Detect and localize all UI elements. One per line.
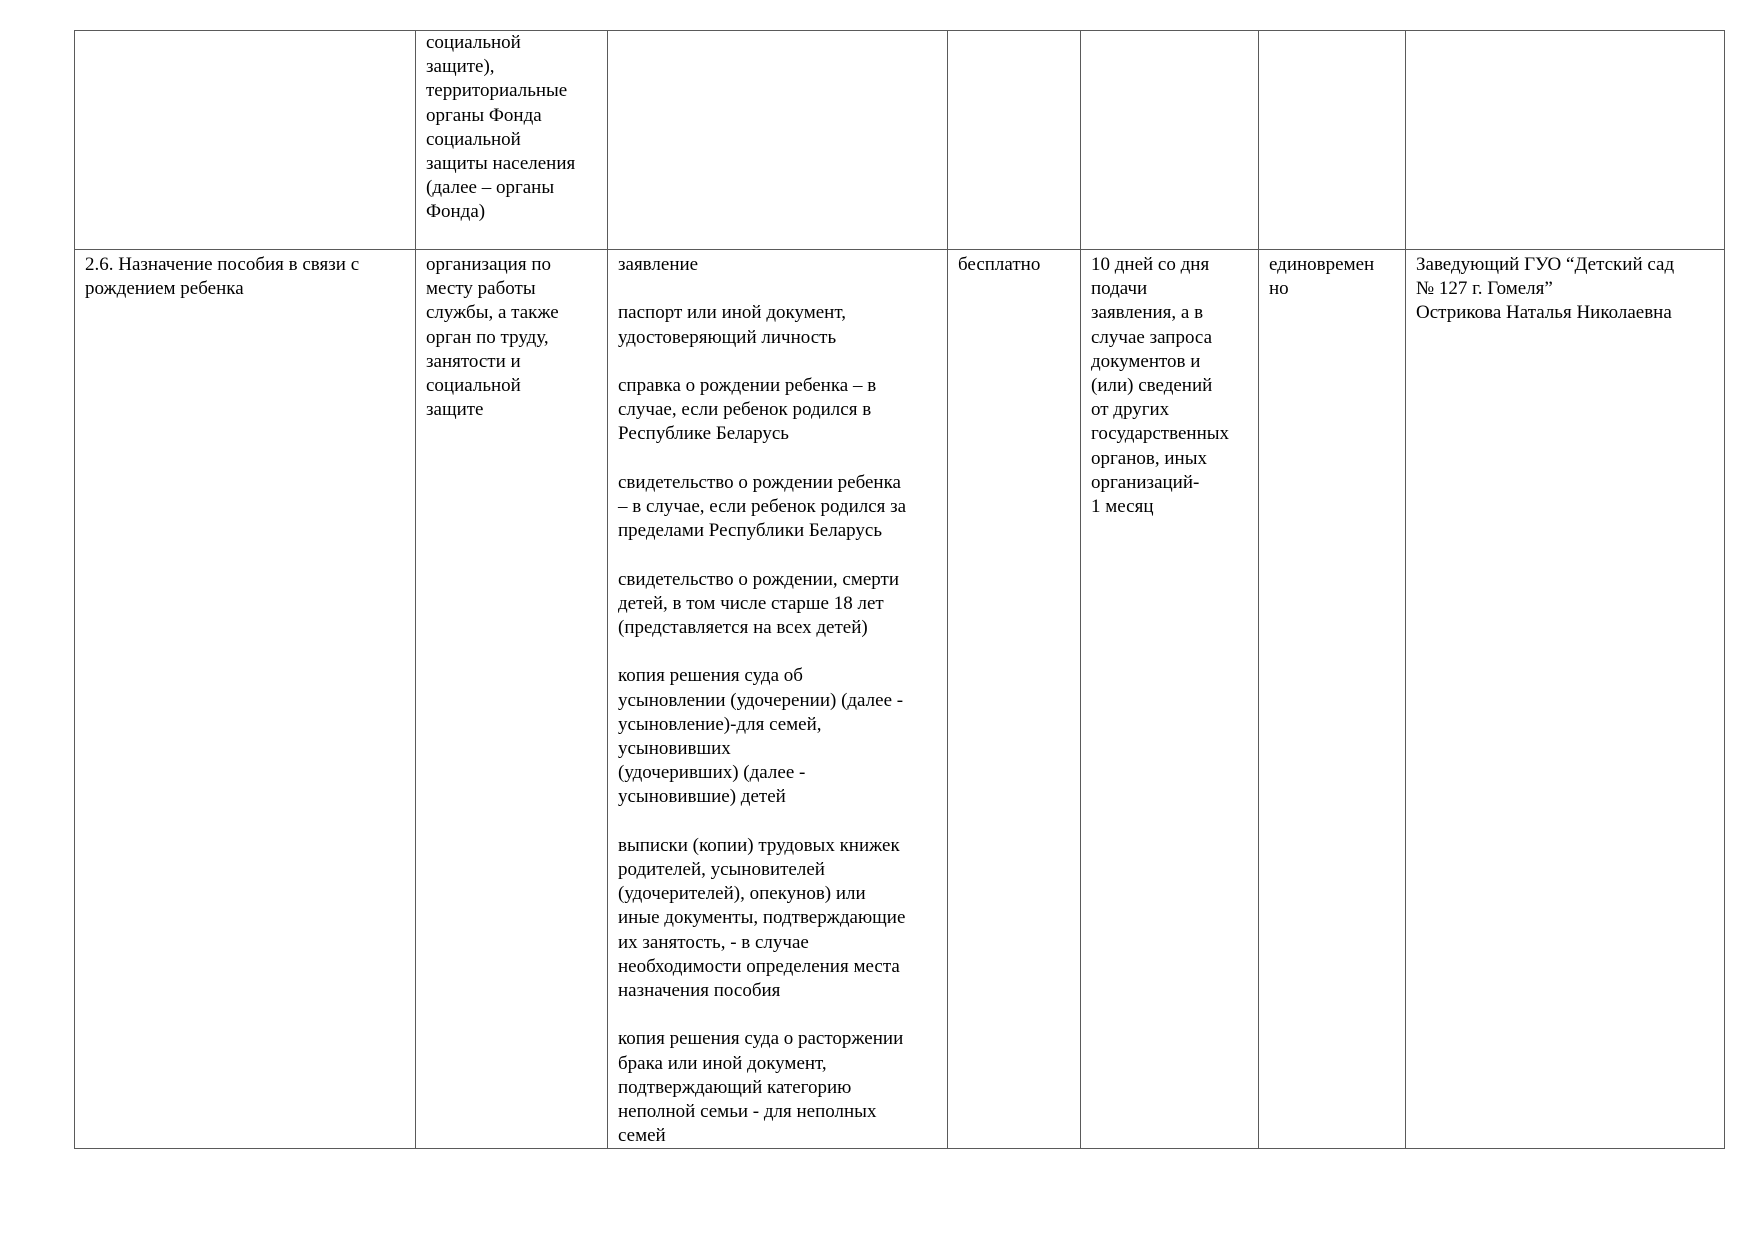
document-line: – в случае, если ребенок родился за xyxy=(618,495,907,517)
term-line: органов, иных xyxy=(1091,447,1207,469)
organization-line: защите), xyxy=(426,56,495,78)
document-line: выписки (копии) трудовых книжек xyxy=(618,834,900,856)
validity-cell xyxy=(1259,250,1406,1149)
responsible-line: Острикова Наталья Николаевна xyxy=(1416,302,1672,324)
responsible-line: № 127 г. Гомеля” xyxy=(1416,278,1553,300)
organization-line: социальной xyxy=(426,32,521,53)
organization-cell-continued xyxy=(416,31,608,250)
procedures-table xyxy=(74,30,1725,1149)
document-line: (удочеривших) (далее - xyxy=(618,762,806,784)
organization-line: органы Фонда xyxy=(426,104,542,126)
document-line: семей xyxy=(618,1125,666,1147)
table-row-2-6 xyxy=(75,250,1725,1149)
document-line: (представляется на всех детей) xyxy=(618,616,868,638)
document-line: усыновление)-для семей, xyxy=(618,713,822,735)
responsible-line: Заведующий ГУО “Детский сад xyxy=(1416,254,1675,275)
organization-line: службы, а также xyxy=(426,302,559,324)
document-line: неполной семьи - для неполных xyxy=(618,1101,877,1122)
procedure-title-line: 2.6. Назначение пособия в связи с xyxy=(85,254,360,275)
organization-line: орган по труду, xyxy=(426,326,549,348)
document-line: копия решения суда об xyxy=(618,665,803,687)
document-line: усыновлении (удочерении) (далее - xyxy=(618,689,904,711)
term-cell xyxy=(1081,250,1259,1149)
document-line: свидетельство о рождении ребенка xyxy=(618,471,901,493)
document-line: детей, в том числе старше 18 лет xyxy=(618,592,884,614)
document-line: необходимости определения места xyxy=(618,955,900,977)
document-item-employment-records xyxy=(618,834,937,1003)
document-line: назначения пособия xyxy=(618,980,781,1001)
validity-line: но xyxy=(1269,278,1289,300)
document-line: подтверждающий категорию xyxy=(618,1076,852,1098)
term-line: 1 месяц xyxy=(1091,496,1154,518)
document-line: иные документы, подтверждающие xyxy=(618,907,906,929)
documents-cell xyxy=(608,250,948,1149)
term-line: (или) сведений xyxy=(1091,375,1213,397)
document-line: Республике Беларусь xyxy=(618,423,789,445)
document-line: случае, если ребенок родился в xyxy=(618,399,872,421)
organization-line: месту работы xyxy=(426,278,536,300)
table-row-continued xyxy=(75,31,1725,250)
document-line: свидетельство о рождении, смерти xyxy=(618,568,900,590)
organization-line: Фонда) xyxy=(426,201,486,223)
validity-cell-continued xyxy=(1259,31,1406,250)
term-line: от других xyxy=(1091,399,1170,421)
term-line: государственных xyxy=(1091,423,1230,445)
document-line: (удочерителей), опекунов) или xyxy=(618,883,866,905)
term-cell-continued xyxy=(1081,31,1259,250)
document-item-birth-certificate-abroad xyxy=(618,471,937,544)
document-item-divorce-decision xyxy=(618,1027,937,1148)
organization-line: организация по xyxy=(426,254,551,275)
document-line: копия решения суда о расторжении xyxy=(618,1028,904,1050)
term-line: заявления, а в xyxy=(1091,302,1204,324)
document-line: их занятость, - в случае xyxy=(618,931,809,953)
procedure-cell xyxy=(75,250,416,1149)
organization-line: (далее – органы xyxy=(426,177,555,199)
document-line: родителей, усыновителей xyxy=(618,858,825,880)
document-line: пределами Республики Беларусь xyxy=(618,520,882,542)
document-line: усыновившие) детей xyxy=(618,786,786,808)
term-line: случае запроса xyxy=(1091,326,1213,348)
organization-line: защиты населения xyxy=(426,153,576,175)
organization-line: социальной xyxy=(426,375,521,397)
procedure-cell-continued xyxy=(75,31,416,250)
document-item-adoption-decision xyxy=(618,664,937,809)
organization-line: занятости и xyxy=(426,350,521,372)
fee-value: бесплатно xyxy=(958,254,1041,275)
term-line: документов и xyxy=(1091,350,1201,372)
validity-line: единовремен xyxy=(1269,254,1375,275)
fee-cell-continued xyxy=(948,31,1081,250)
document-line: паспорт или иной документ, xyxy=(618,302,846,324)
document-line: удостоверяющий личность xyxy=(618,326,837,348)
organization-line: территориальные xyxy=(426,80,568,102)
document-item-passport xyxy=(618,301,937,349)
responsible-cell-continued xyxy=(1406,31,1725,250)
responsible-cell xyxy=(1406,250,1725,1149)
document-item-children-certificates xyxy=(618,568,937,641)
organization-line: защите xyxy=(426,399,484,421)
organization-cell xyxy=(416,250,608,1149)
document-item-application xyxy=(618,253,937,277)
term-line: организаций- xyxy=(1091,471,1200,493)
term-line: подачи xyxy=(1091,278,1148,300)
document-item-birth-certificate-note xyxy=(618,374,937,447)
document-line: усыновивших xyxy=(618,737,731,759)
documents-cell-continued xyxy=(608,31,948,250)
document-line: справка о рождении ребенка – в xyxy=(618,374,877,396)
document-line: брака или иной документ, xyxy=(618,1052,827,1074)
procedure-title-line: рождением ребенка xyxy=(85,278,244,300)
term-line: 10 дней со дня xyxy=(1091,254,1210,275)
document-line: заявление xyxy=(618,254,699,275)
fee-cell xyxy=(948,250,1081,1149)
organization-line: социальной xyxy=(426,128,521,150)
